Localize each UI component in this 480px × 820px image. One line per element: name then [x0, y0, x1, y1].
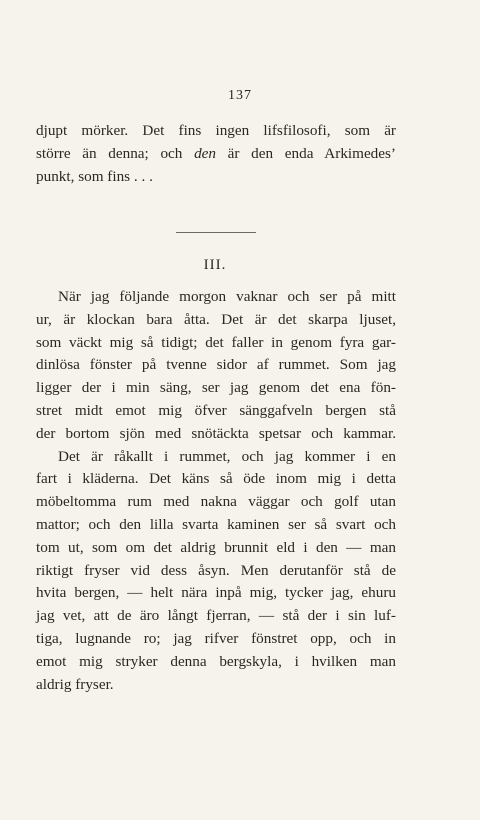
section-heading: III.	[203, 257, 227, 273]
intro-line-2-end: är den enda Arkimedes’	[216, 144, 396, 162]
body-line: jag vet, att de äro långt fjerran, — stå der i sin luf-	[36, 607, 396, 625]
body-line: aldrig fryser.	[36, 675, 114, 693]
intro-line-2-start: större än denna; och	[36, 144, 195, 162]
body-line: der bortom sjön med snötäckta spetsar och kammar.	[36, 424, 396, 442]
intro-line-1: djupt mörker. Det fins ingen lifsfilosofi, som är	[36, 122, 396, 139]
section-divider	[176, 232, 256, 233]
body-line: mattor; och den lilla svarta kaminen ser så svart och	[36, 515, 396, 533]
body-line: fart i kläderna. Det käns så öde inom mig i detta	[36, 470, 396, 488]
body-line: tom ut, som om det aldrig brunnit eld i den — man	[36, 538, 396, 556]
body-line: emot mig stryker denna bergskyla, i hvilken man	[36, 652, 396, 670]
intro-line-2-emphasis: den	[194, 144, 216, 162]
body-line: ligger der i min säng, ser jag genom det ena fön-	[36, 379, 396, 397]
body-line: hvita bergen, — helt nära inpå mig, tycker jag, ehuru	[36, 584, 396, 602]
intro-paragraph	[36, 120, 396, 188]
intro-line-2	[36, 143, 396, 166]
intro-line-3: punkt, som fins . . .	[36, 167, 153, 185]
body-line: När jag följande morgon vaknar och ser på mitt	[58, 288, 396, 305]
body-line: stret midt emot mig öfver sänggafveln bergen stå	[36, 401, 396, 419]
body-line: ur, är klockan bara åtta. Det är det skarpa ljuset,	[36, 310, 396, 328]
body-line: som väckt mig så tidigt; det faller in genom fyra gar-	[36, 333, 396, 351]
page-number: 137	[228, 88, 252, 103]
body-line: riktigt fryser vid dess åsyn. Men derutanför stå de	[36, 561, 396, 579]
body-line: dinlösa fönster på tvenne sidor af rummet. Som jag	[36, 356, 396, 374]
body-line: Det är råkallt i rummet, och jag kommer i en	[58, 447, 396, 465]
body-line: tiga, lugnande ro; jag rifver fönstret opp, och in	[36, 629, 396, 647]
body-line: möbeltomma rum med nakna väggar och golf utan	[36, 493, 396, 511]
body-text	[36, 286, 396, 696]
